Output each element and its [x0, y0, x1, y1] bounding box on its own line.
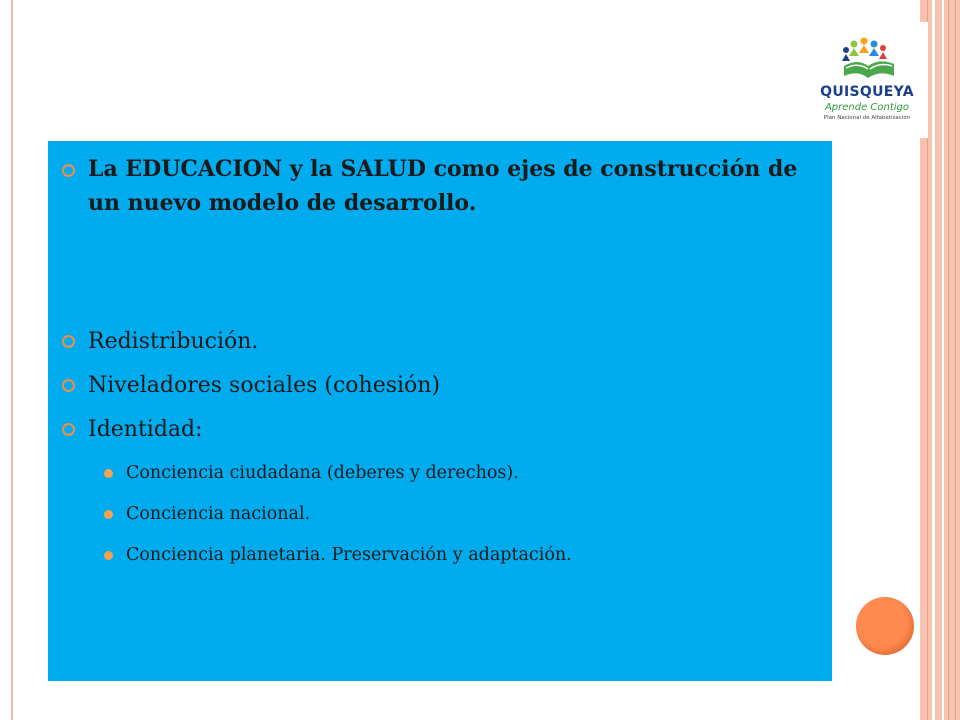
main-heading-point: La EDUCACION y la SALUD como ejes de construcción de un nuevo modelo de desarrollo. — [88, 156, 798, 216]
ring-bullet-icon — [62, 423, 75, 436]
logo-title: QUISQUEYA — [820, 84, 914, 100]
dot-bullet-icon — [104, 510, 113, 519]
dot-bullet-icon — [104, 551, 113, 560]
ring-bullet-icon — [62, 335, 75, 348]
book-people-icon — [836, 36, 900, 84]
bullet-item-identidad: Identidad: — [88, 417, 203, 442]
dot-bullet-icon — [104, 469, 113, 478]
right-decor-stripe — [935, 0, 942, 720]
right-decor-stripe — [944, 0, 960, 720]
sub-item-ciudadana: Conciencia ciudadana (deberes y derechos). — [126, 463, 519, 483]
ring-bullet-icon — [62, 164, 75, 177]
content-box — [48, 141, 832, 681]
bullet-item-redistribucion: Redistribución. — [88, 329, 259, 354]
bullet-item-niveladores: Niveladores sociales (cohesión) — [88, 373, 441, 398]
orange-circle-decoration — [856, 597, 914, 655]
right-decor-line — [948, 0, 949, 720]
sub-item-nacional: Conciencia nacional. — [126, 504, 311, 524]
sub-item-planetaria: Conciencia planetaria. Preservación y adaptación. — [126, 545, 572, 565]
left-border-line — [11, 0, 13, 720]
logo-plan-text: Plan Nacional de Alfabetización — [823, 115, 911, 121]
right-decor-line — [955, 0, 956, 720]
quisqueya-logo — [806, 22, 928, 138]
ring-bullet-icon — [62, 379, 75, 392]
logo-subtitle: Aprende Contigo — [824, 102, 910, 113]
